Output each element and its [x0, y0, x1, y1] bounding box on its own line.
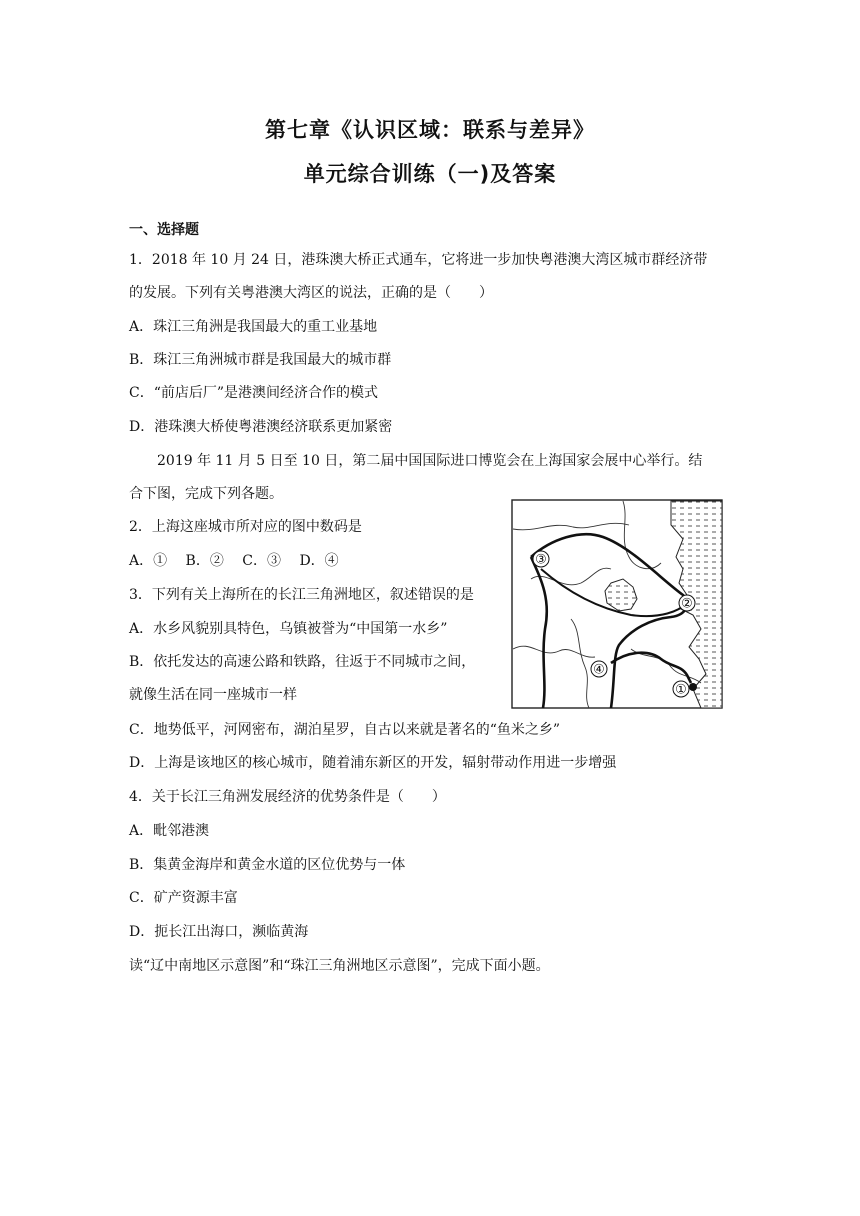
- page-subtitle: 单元综合训练（一)及答案: [303, 162, 557, 186]
- question-3-stem: 3．下列有关上海所在的长江三角洲地区，叙述错误的是: [129, 587, 474, 603]
- question-3-option-a: A．水乡风貌别具特色，乌镇被誉为“中国第一水乡”: [129, 621, 448, 637]
- question-1-option-b: B．珠江三角洲城市群是我国最大的城市群: [129, 352, 392, 368]
- question-1-option-c: C．“前店后厂”是港澳间经济合作的模式: [129, 385, 379, 401]
- question-4-option-b: B．集黄金海岸和黄金水道的区位优势与一体: [129, 857, 406, 873]
- question-1-stem-cont: 的发展。下列有关粤港澳大湾区的说法，正确的是（ ）: [129, 285, 493, 301]
- question-4-option-a: A．毗邻港澳: [129, 823, 210, 839]
- question-2-stem: 2．上海这座城市所对应的图中数码是: [129, 519, 362, 535]
- marker-3-label: ③: [535, 552, 547, 568]
- passage-line-2: 合下图，完成下列各题。: [129, 486, 283, 502]
- question-3-option-b: B．依托发达的高速公路和铁路，往返于不同城市之间，: [129, 654, 476, 670]
- city-dot: [689, 683, 697, 691]
- question-4-option-c: C．矿产资源丰富: [129, 890, 238, 906]
- question-4-option-d: D．扼长江出海口，濒临黄海: [129, 924, 309, 940]
- closing-instruction: 读“辽中南地区示意图”和“珠江三角洲地区示意图”，完成下面小题。: [129, 958, 550, 974]
- question-3-option-b-cont: 就像生活在同一座城市一样: [129, 687, 297, 703]
- page-title: 第七章《认识区域：联系与差异》: [265, 118, 595, 142]
- section-heading: 一、选择题: [129, 222, 199, 238]
- question-1-option-a: A．珠江三角洲是我国最大的重工业基地: [129, 319, 378, 335]
- question-1-option-d: D．港珠澳大桥使粤港澳经济联系更加紧密: [129, 419, 393, 435]
- marker-4-label: ④: [593, 662, 605, 678]
- question-3-option-c: C．地势低平，河网密布，湖泊星罗，自古以来就是著名的“鱼米之乡”: [129, 722, 561, 738]
- passage-line-1: 2019 年 11 月 5 日至 10 日，第二届中国国际进口博览会在上海国家会展中心举行。结: [157, 453, 703, 469]
- question-3-option-d: D．上海是该地区的核心城市，随着浦东新区的开发，辐射带动作用进一步增强: [129, 755, 617, 771]
- marker-1-label: ①: [675, 682, 687, 698]
- question-4-stem: 4．关于长江三角洲发展经济的优势条件是（ ）: [129, 789, 446, 805]
- yangtze-delta-map: [511, 499, 723, 709]
- question-1-stem: 1．2018 年 10 月 24 日，港珠澳大桥正式通车，它将进一步加快粤港澳大湾区城市群经济带: [129, 252, 708, 268]
- question-2-options: A．① B．② C．③ D．④: [129, 553, 339, 569]
- marker-2-label: ②: [681, 596, 693, 612]
